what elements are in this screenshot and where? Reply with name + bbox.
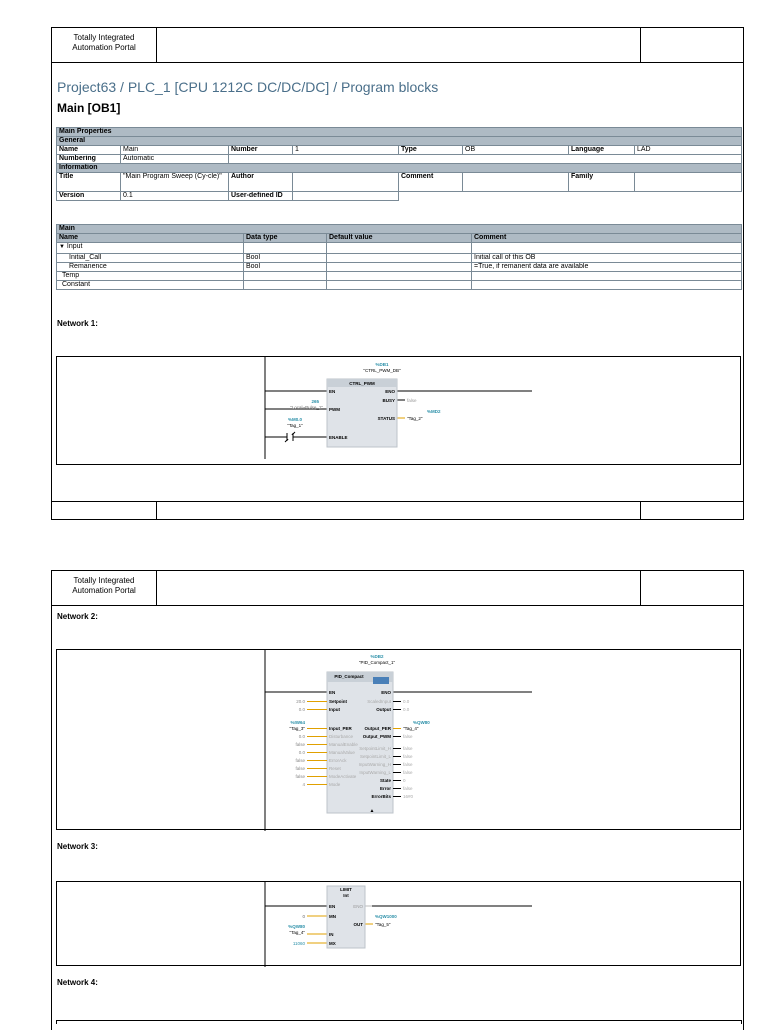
- pid-input-value: false: [295, 758, 305, 763]
- properties-table: Main Properties General Name Main Number 1 Type OB Language LAD Numbering Automatic Information Title "Main Program Sweep (Cy-cle)" Author Comment Family Version 0.1 User-defined ID: [56, 127, 742, 201]
- network-1-diagram: [57, 357, 742, 466]
- pid-input-pin: Input_PER: [329, 726, 352, 731]
- status-tag: "Tag_2": [407, 416, 423, 421]
- out-tag: "Tag_5": [375, 922, 391, 927]
- pid-input-pin: Disturbance: [329, 734, 354, 739]
- out-address: %QW1000: [375, 914, 397, 919]
- pid-input-pin: Setpoint: [329, 699, 347, 704]
- pid-output-pin: ScaledInput: [367, 699, 391, 704]
- mn-value: 0: [302, 914, 305, 919]
- status-address: %MD2: [427, 409, 441, 414]
- pid-input-value: 4: [302, 782, 305, 787]
- pin-mx: MX: [329, 941, 336, 946]
- network-1-box: [56, 356, 741, 465]
- pid-output-pin: InputWarning_H: [358, 762, 391, 767]
- pid-input-pin: ErrorAck: [329, 758, 347, 763]
- pin-en: EN: [329, 904, 336, 909]
- enable-address: %M0.0: [287, 417, 303, 422]
- pid-output-pin: Output: [376, 707, 391, 712]
- commissioning-icon[interactable]: [373, 677, 389, 684]
- pid-output-address: %QW80: [413, 720, 430, 725]
- block-type: Int: [343, 893, 349, 898]
- pid-input-value: 0.0: [298, 750, 305, 755]
- pid-input-pin: ManualEnable: [329, 742, 358, 747]
- network-2-diagram: [57, 650, 742, 831]
- network-2-box: [56, 649, 741, 830]
- pwm-tag: "Local~Pulse_1": [290, 405, 323, 410]
- table-row: Constant: [57, 281, 742, 290]
- pin-pwm: PWM: [329, 407, 340, 412]
- pid-input-value: false: [295, 766, 305, 771]
- network-4-title: Network 4:: [57, 978, 98, 987]
- pid-output-pin: ErrorBits: [371, 794, 391, 799]
- pid-input-value: 0.0: [298, 734, 305, 739]
- pid-output-pin: Output_PER: [364, 726, 391, 731]
- brand-label: Totally Integrated Automation Portal: [72, 576, 136, 595]
- table-row: ▼ Input: [57, 243, 742, 254]
- pin-eno: ENO: [385, 389, 395, 394]
- expand-chevron-icon[interactable]: ▲: [369, 808, 375, 814]
- block-name: PID_Compact: [334, 674, 364, 679]
- pid-input-value: false: [295, 774, 305, 779]
- pin-enable: ENABLE: [329, 435, 348, 440]
- project-title: Project63 / PLC_1 [CPU 1212C DC/DC/DC] / Program blocks: [57, 79, 439, 95]
- pid-input-pin: EN: [329, 690, 336, 695]
- pid-output-value: false: [403, 754, 413, 759]
- pid-output-value: false: [403, 770, 413, 775]
- expand-triangle-icon[interactable]: ▼: [59, 244, 65, 250]
- pid-output-value: false: [403, 786, 413, 791]
- pid-input-value: false: [295, 742, 305, 747]
- pin-eno: ENO: [353, 904, 363, 909]
- network-3-box: [56, 881, 741, 966]
- pid-input-pin: ManualValue: [329, 750, 355, 755]
- table-row: Remanence Bool =True, if remanent data are available: [57, 263, 742, 272]
- db-address: %DB2: [370, 654, 384, 659]
- network-3-diagram: [57, 882, 742, 967]
- pid-output-pin: Output_PWM: [362, 734, 391, 739]
- pid-input-value: "Tag_3": [289, 726, 305, 731]
- pin-out: OUT: [353, 922, 363, 927]
- pin-status: STATUS: [377, 416, 395, 421]
- pin-in: IN: [329, 932, 334, 937]
- pid-output-value: 0.0: [403, 699, 410, 704]
- pid-input-address: %IW64: [290, 720, 305, 725]
- pid-output-pin: Error: [379, 786, 391, 791]
- pid-output-pin: SetpointLimit_H: [359, 746, 391, 751]
- pid-input-pin: Reset: [329, 766, 341, 771]
- pid-output-value: false: [403, 762, 413, 767]
- block-name: LIMIT: [340, 887, 352, 892]
- network-3-title: Network 3:: [57, 842, 98, 851]
- db-name: "PID_Compact_1": [358, 660, 396, 665]
- busy-value: false: [407, 398, 417, 403]
- pin-en: EN: [329, 389, 336, 394]
- pid-input-value: 20.0: [296, 699, 305, 704]
- pid-input-pin: ModeActivate: [329, 774, 357, 779]
- pid-output-pin: State: [379, 778, 391, 783]
- pid-output-pin: InputWarning_L: [359, 770, 391, 775]
- pid-output-value: false: [403, 734, 413, 739]
- pid-output-pin: ENO: [381, 690, 391, 695]
- network-2-title: Network 2:: [57, 612, 98, 621]
- pwm-value: 265: [311, 399, 319, 404]
- brand-label: Totally Integrated Automation Portal: [72, 33, 136, 52]
- pid-input-pin: Mode: [329, 782, 341, 787]
- pin-mn: MN: [329, 914, 336, 919]
- pid-input-value: 0.0: [298, 707, 305, 712]
- mx-value: 11060: [292, 941, 305, 946]
- pid-output-value: 0: [403, 778, 406, 783]
- pid-output-value: false: [403, 746, 413, 751]
- pin-busy: BUSY: [382, 398, 395, 403]
- interface-table: Main Name Data type Default value Comment ▼ Input Initial_Call Bool Initial call of this OB Remanence Bool =True, if remanent data are available Temp Constant: [56, 224, 742, 290]
- table-row: Temp: [57, 272, 742, 281]
- block-title: Main [OB1]: [57, 101, 121, 115]
- db-name: "CTRL_PWM_DB": [363, 368, 401, 373]
- pid-input-pin: Input: [329, 707, 340, 712]
- table-row: Initial_Call Bool Initial call of this OB: [57, 254, 742, 263]
- pid-output-pin: SetpointLimit_L: [359, 754, 391, 759]
- in-address: %QW80: [288, 924, 305, 929]
- pid-output-value: "Tag_4": [403, 726, 419, 731]
- pid-output-value: 16#0: [403, 794, 414, 799]
- db-address: %DB1: [375, 362, 389, 367]
- in-tag: "Tag_4": [289, 930, 305, 935]
- network-1-title: Network 1:: [57, 319, 98, 328]
- block-name: CTRL_PWM: [349, 381, 375, 386]
- pid-output-value: 0.0: [403, 707, 410, 712]
- enable-tag: "Tag_1": [287, 423, 303, 428]
